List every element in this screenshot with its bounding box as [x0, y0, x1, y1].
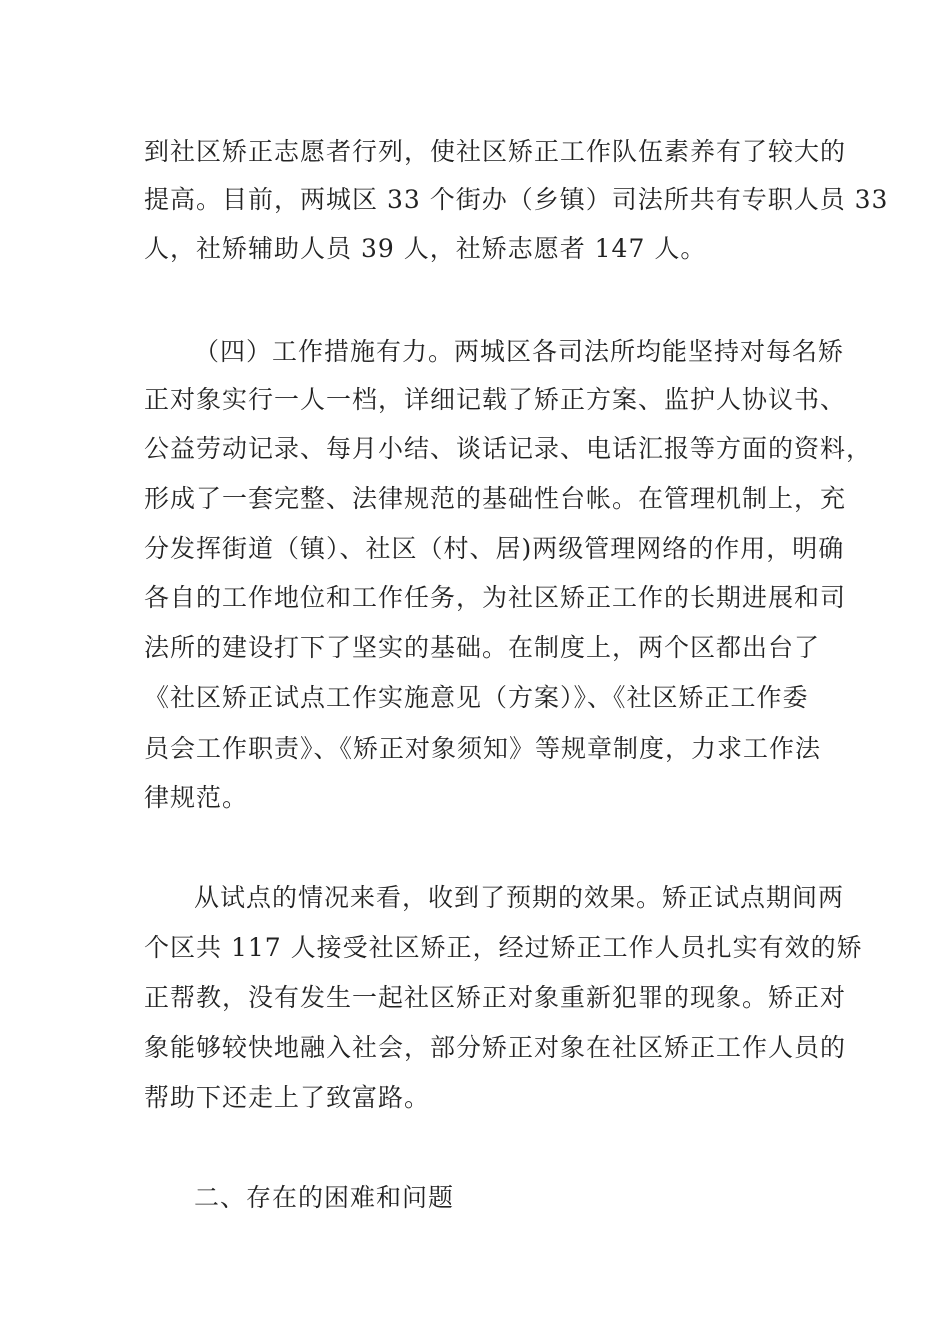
paragraph-2-line-6: 各自的工作地位和工作任务，为社区矫正工作的长期进展和司 — [144, 583, 847, 612]
paragraph-2-line-5: 分发挥街道（镇）、社区（村、居)两级管理网络的作用，明确 — [144, 534, 845, 563]
paragraph-3-line-3: 正帮教，没有发生一起社区矫正对象重新犯罪的现象。矫正对 — [144, 983, 847, 1012]
paragraph-2-line-4: 形成了一套完整、法律规范的基础性台帐。在管理机制上，充 — [144, 484, 847, 513]
paragraph-3-line-4: 象能够较快地融入社会，部分矫正对象在社区矫正工作人员的 — [144, 1033, 847, 1062]
paragraph-1-line-3: 人，社矫辅助人员 39 人，社矫志愿者 147 人。 — [144, 234, 707, 263]
paragraph-2-line-3: 公益劳动记录、每月小结、谈话记录、电话汇报等方面的资料， — [144, 434, 873, 463]
section-heading: 二、存在的困难和问题 — [194, 1183, 455, 1212]
paragraph-2-line-2: 正对象实行一人一档，详细记载了矫正方案、监护人协议书、 — [144, 385, 847, 414]
paragraph-1-line-2: 提高。目前，两城区 33 个街办（乡镇）司法所共有专职人员 33 — [144, 185, 889, 214]
paragraph-2-line-7: 法所的建设打下了坚实的基础。在制度上，两个区都出台了 — [144, 633, 821, 662]
paragraph-2-line-9: 员会工作职责》、《矫正对象须知》等规章制度，力求工作法 — [144, 734, 822, 763]
paragraph-3-line-5: 帮助下还走上了致富路。 — [144, 1083, 431, 1112]
paragraph-1-line-1: 到社区矫正志愿者行列，使社区矫正工作队伍素养有了较大的 — [144, 137, 847, 166]
paragraph-2-line-10: 律规范。 — [144, 783, 249, 812]
paragraph-2-line-8: 《社区矫正试点工作实施意见（方案）》、《社区矫正工作委 — [144, 683, 809, 712]
paragraph-2-line-1: （四）工作措施有力。两城区各司法所均能坚持对每名矫 — [194, 337, 845, 366]
paragraph-3-line-1: 从试点的情况来看，收到了预期的效果。矫正试点期间两 — [194, 883, 845, 912]
paragraph-3-line-2: 个区共 117 人接受社区矫正，经过矫正工作人员扎实有效的矫 — [144, 933, 863, 962]
